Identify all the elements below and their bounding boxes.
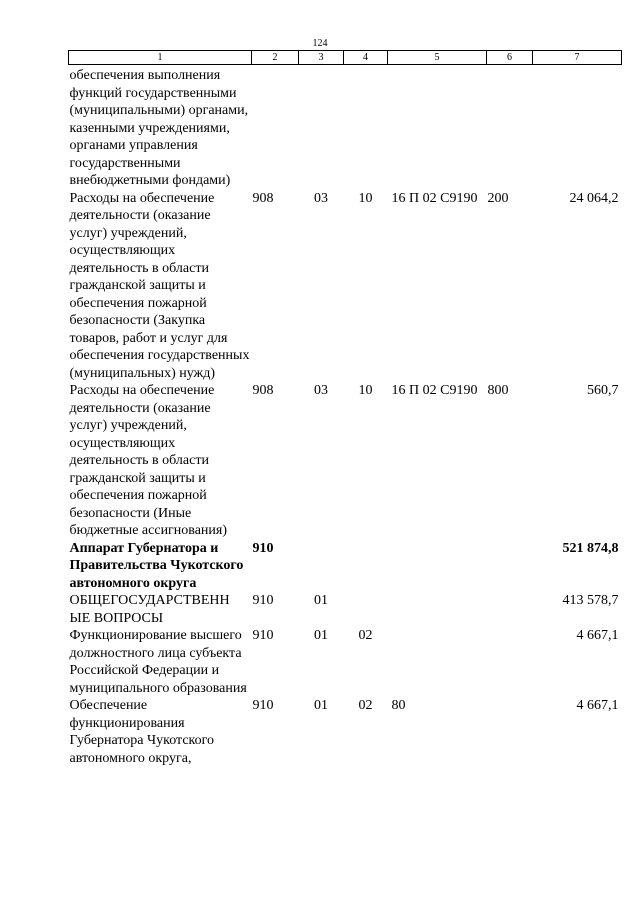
row-target-article [388,540,487,593]
row-section [299,540,344,593]
column-header-5: 5 [388,51,487,65]
table-body [69,65,622,768]
row-target-article [388,592,487,627]
budget-table [68,50,622,767]
row-subsection: 10 [358,190,373,206]
table-header [69,51,622,65]
row-subsection [344,540,388,593]
table-row [69,592,622,627]
row-target-article: 16 П 02 С9190 [391,190,478,206]
row-amount: 560,7 [587,383,619,398]
column-header-1: 1 [69,51,252,65]
column-header-6: 6 [487,51,533,65]
table-row [69,382,622,540]
row-name: Расходы на обеспечение деятельности (оказание услуг) учреждений, осуществляющих деятельность в области гражданской защиты и обеспечения пожарной безопасности (Иные бюджетные ассигнования) [69,383,228,538]
table-row [69,540,622,593]
row-target-article [388,65,487,190]
table-row [69,190,622,383]
row-target-article: 16 П 02 С9190 [391,383,478,398]
row-section: 03 [314,190,328,206]
column-header-7: 7 [533,51,622,65]
row-subsection [344,65,388,190]
table-row [69,697,622,767]
row-name: Функционирование высшего должностного лица субъекта Российской Федерации и муниципального образования [69,628,247,696]
row-department: 908 [252,383,274,398]
row-name: Расходы на обеспечение деятельности (оказание услуг) учреждений, осуществляющих деятельность в области гражданской защиты и обеспечения пожарной безопасности (Закупка товаров, работ и услуг для обеспечения государственных (муниципальных) нужд) [69,190,250,381]
row-name: Аппарат Губернатора и Правительства Чукотского автономного округа [69,540,244,591]
table-row [69,627,622,697]
row-department [252,65,299,190]
row-name: обеспечения выполнения функций государственными (муниципальными) органами, казенными учреждениями, органами управления государственными внебюджетными фондами) [69,68,249,188]
row-name: ОБЩЕГОСУДАРСТВЕНН ЫЕ ВОПРОСЫ [69,593,230,626]
row-expense-type: 800 [487,383,509,398]
row-amount: 4 667,1 [576,698,619,713]
row-amount: 4 667,1 [576,628,619,643]
row-subsection [344,592,388,627]
header-row [69,51,622,65]
row-target-article [388,627,487,697]
row-amount: 24 064,2 [569,190,619,206]
row-department: 910 [252,628,274,643]
row-target-article: 80 [391,698,406,713]
row-expense-type [487,65,533,190]
row-department: 910 [252,593,274,608]
row-section: 01 [314,593,328,608]
row-subsection: 02 [358,628,373,643]
row-expense-type [487,697,533,767]
row-department: 910 [252,698,274,713]
row-amount [533,65,622,190]
column-header-4: 4 [344,51,388,65]
row-section: 01 [314,628,328,643]
row-amount: 413 578,7 [562,593,619,608]
row-name: Обеспечение функционирования Губернатора Чукотского автономного округа, [69,698,215,766]
column-header-2: 2 [252,51,299,65]
row-expense-type [487,627,533,697]
row-section: 01 [314,698,328,713]
column-header-3: 3 [299,51,344,65]
row-subsection: 10 [358,383,373,398]
table-row [69,65,622,190]
row-department: 910 [252,540,274,556]
row-amount: 521 874,8 [562,540,619,556]
row-subsection: 02 [358,698,373,713]
row-department: 908 [252,190,274,206]
page-number: 124 [312,38,328,49]
row-expense-type [487,592,533,627]
row-section: 03 [314,383,328,398]
row-section [299,65,344,190]
row-expense-type [487,540,533,593]
row-expense-type: 200 [487,190,509,206]
